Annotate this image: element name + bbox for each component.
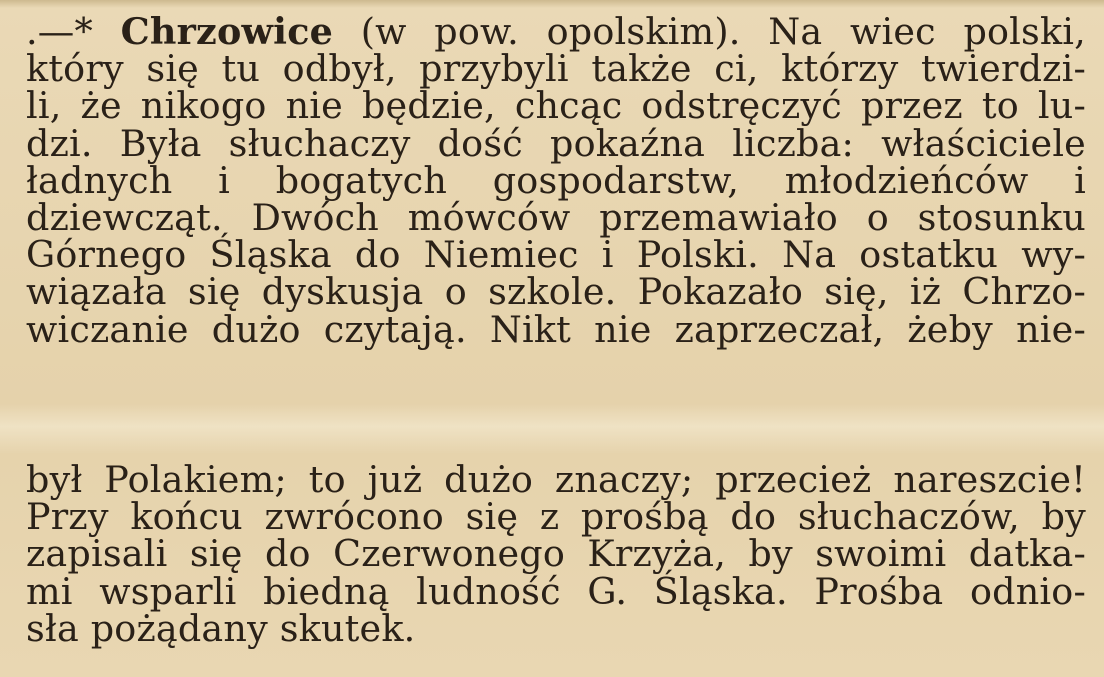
article-line: sła pożądany skutek. <box>26 606 416 650</box>
article-line-text: (w pow. opolskim). Na wiec polski, <box>333 10 1086 53</box>
article-line: zapisali się do Czerwonego Krzyża, by swoimi datka- <box>26 532 1086 576</box>
article-line: mi wsparli biedną ludność G. Śląska. Prośba odnio- <box>26 569 1086 613</box>
article-line: wiązała się dyskusja o szkole. Pokazało się, iż Chrzo- <box>26 270 1086 314</box>
article-line: wiczanie dużo czytają. Nikt nie zaprzeczał, żeby nie- <box>26 307 1086 351</box>
article-line: li, że nikogo nie będzie, chcąc odstręczyć przez to lu- <box>26 84 1086 128</box>
article-prefix: .—* <box>26 10 121 53</box>
article-line: dziewcząt. Dwóch mówców przemawiało o stosunku <box>26 195 1086 239</box>
article-part-1 <box>26 10 1086 351</box>
article-line: dzi. Była słuchaczy dość pokaźna liczba: właściciele <box>26 121 1086 165</box>
scan-top-edge <box>0 0 1104 8</box>
article-line: był Polakiem; to już dużo znaczy; przecież nareszcie! <box>26 458 1086 501</box>
article-line: Górnego Śląska do Niemiec i Polski. Na ostatku wy- <box>26 233 1086 277</box>
article-part-2 <box>26 458 1086 650</box>
article-line: ładnych i bogatych gospodarstw, młodzieńców i <box>26 158 1086 202</box>
paper-fold-band <box>0 404 1104 454</box>
article-line <box>26 10 1086 53</box>
article-line: Przy końcu zwrócono się z prośbą do słuchaczów, by <box>26 495 1086 539</box>
article-line: który się tu odbył, przybyli także ci, którzy twierdzi- <box>26 47 1086 91</box>
article-place-name: Chrzowice <box>120 10 334 53</box>
